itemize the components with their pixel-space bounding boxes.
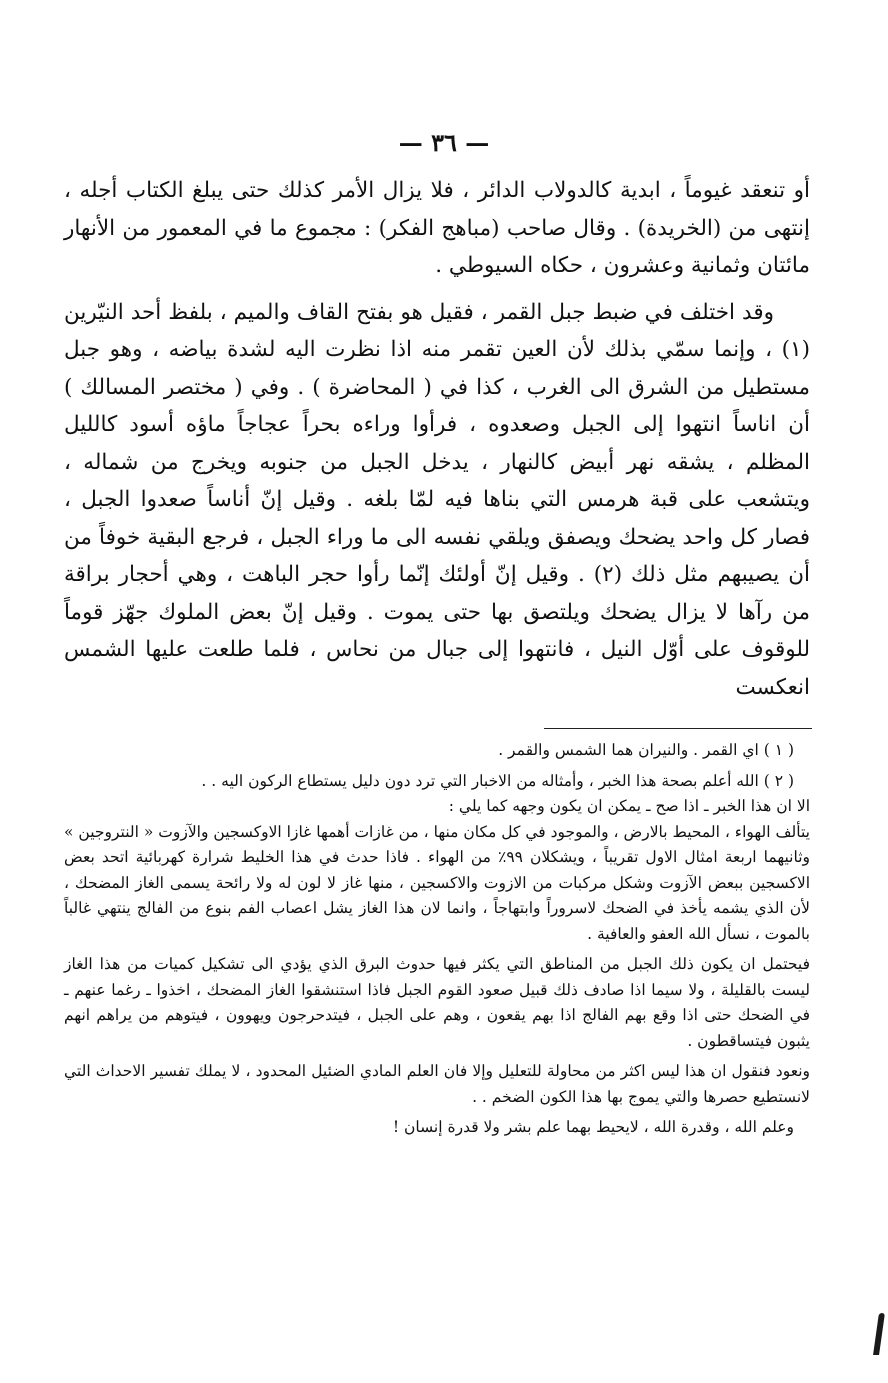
footnote-paragraph: يتألف الهواء ، المحيط بالارض ، والموجود في كل مكان منها ، من غازات أهمها غازا الاوكسجين والآزوت « النتروجين » وثانيهما اربعة امثال الاول تقريباً ، ويشكلان ٩٩٪ من الهواء . فاذا حدث في هذا الخليط شرارة كهربائية اتحد بعض الاكسجين ببعض الآزوت وشكل مركبات من الازوت والاكسجين ، منها غاز لا لون له ولا رائحة يسمى الغاز المضحك ، لأن الذي يشمه يأخذ في الضحك لاسروراً وابتهاجاً ، وانما لان هذا الغاز يشل اعصاب الفم بنوع من الفالج ينتهي غالباً بالموت ، نسأل الله العفو والعافية .: [64, 822, 810, 943]
footnote-paragraph: ونعود فنقول ان هذا ليس اكثر من محاولة للتعليل وإلا فان العلم المادي الضئيل المحدود ، لا يملك تفسير الاحداث التي لانستطيع حصرها والتي يموج بها هذا الكون الضخم . .: [64, 1062, 810, 1106]
page-number: — ٣٦ —: [398, 128, 490, 157]
footnotes: [64, 738, 810, 1146]
main-text: [64, 172, 810, 715]
main-paragraph: أو تنعقد غيوماً ، ابدية كالدولاب الدائر ، فلا يزال الأمر كذلك حتى يبلغ الكتاب أجله ، إنتهى من (الخريدة) . وقال صاحب (مباهج الفكر) : مجموع ما في المعمور من الأنهار مائتان وثمانية وعشرون ، حكاه السيوطي .: [64, 178, 810, 278]
footnote-paragraph: فيحتمل ان يكون ذلك الجبل من المناطق التي يكثر فيها حدوث البرق الذي يؤدي الى تشكيل كميات من هذا الغاز ليست بالقليلة ، ولا سيما اذا صادف ذلك قبيل صعود القوم الجبل فاذا استنشقوا الغاز المضحك ، اخذوا ـ رغما عنهم ـ في الضحك حتى اذا وقع بهم الفالج اذا بهم يقعون ، وهم على الجبل ، فيتدحرجون ويهوون ، فيتوهم من يراهم انهم يثبون فيتساقطون .: [64, 955, 810, 1050]
main-paragraph: وقد اختلف في ضبط جبل القمر ، فقيل هو بفتح القاف والميم ، بلفظ أحد النيّرين (١) ، وإنما سمّي بذلك لأن العين تقمر منه اذا نظرت اليه لشدة بياضه ، وهو جبل مستطيل من الشرق الى الغرب ، كذا في ( المحاضرة ) . وفي ( مختصر المسالك ) أن اناساً انتهوا إلى الجبل وصعدوه ، فرأوا وراءه بحراً عجاجاً ماؤه أسود كالليل المظلم ، يشقه نهر أبيض كالنهار ، يدخل الجبل من جنوبه ويخرج من شماله ، ويتشعب على قبة هرمس التي بناها فيه لمّا بلغه . وقيل إنّ أناساً صعدوا الجبل ، فصار كل واحد يضحك ويصفق ويلقي نفسه الى ما وراء الجبل ، فرجع البقية خوفاً من أن يصيبهم مثل ذلك (٢) . وقيل إنّ أولئك إنّما رأوا حجر الباهت ، وهي أحجار براقة من رآها لا يزال يضحك ويلتصق بها حتى يموت . وقيل إنّ بعض الملوك جهّز قوماً للوقوف على أوّل النيل ، فانتهوا إلى جبال من نحاس ، فلما طلعت عليها الشمس انعكست: [64, 299, 810, 700]
footnote-2-line: الا ان هذا الخبر ـ اذا صح ـ يمكن ان يكون وجهه كما يلي :: [448, 797, 810, 815]
scan-edge-mark: [873, 1313, 885, 1355]
footnote-separator: [544, 728, 812, 729]
footnote-2: ( ٢ ) الله أعلم بصحة هذا الخبر ، وأمثاله من الاخبار التي ترد دون دليل يستطاع الركون اليه . .: [201, 771, 794, 790]
footnote-1: ( ١ ) اي القمر . والنيران هما الشمس والقمر .: [498, 741, 794, 759]
footnote-closing-line: وعلم الله ، وقدرة الله ، لايحيط بهما علم بشر ولا قدرة إنسان !: [392, 1118, 794, 1136]
